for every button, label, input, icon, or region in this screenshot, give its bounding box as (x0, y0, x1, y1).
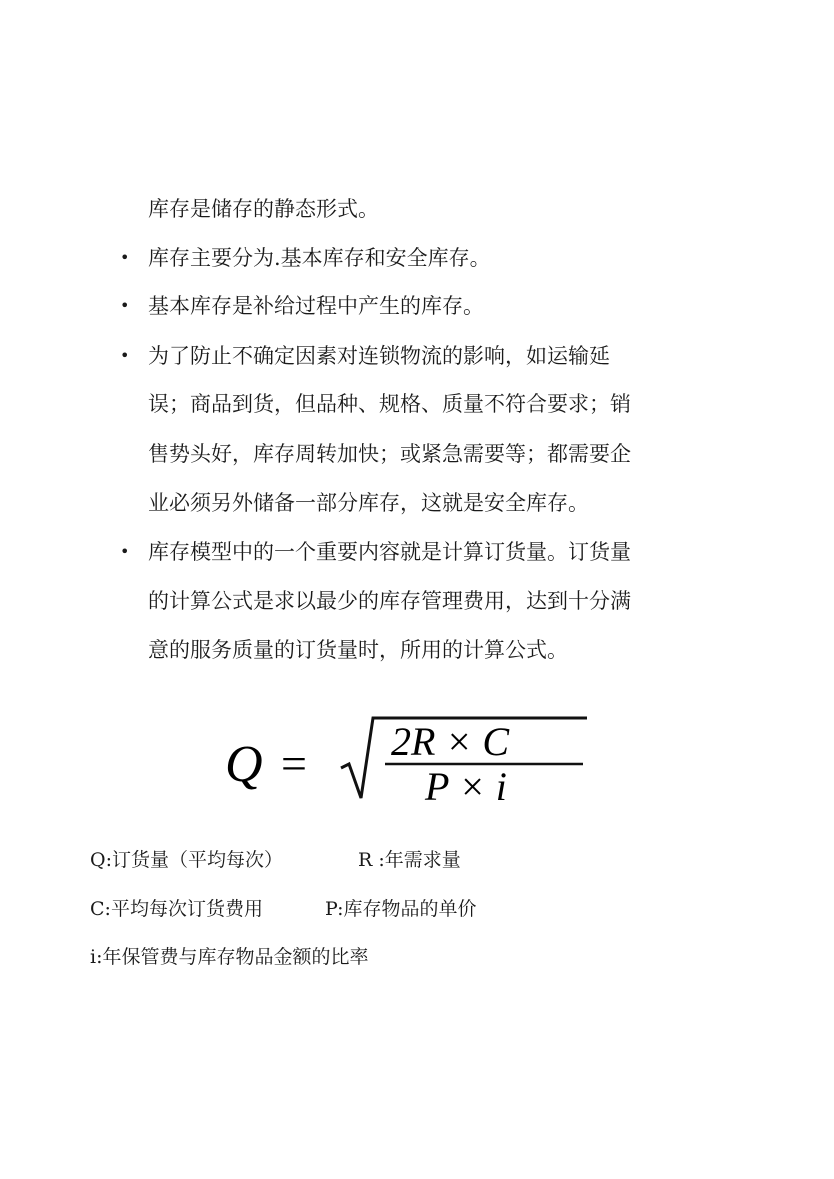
definition-c: C:平均每次订货费用 (90, 898, 263, 920)
bullet-marker: • (120, 248, 130, 267)
bullet-4-line-3: 意的服务质量的订货量时，所用的计算公式。 (148, 638, 568, 662)
bullet-2-line-1: 基本库存是补给过程中产生的库存。 (148, 294, 484, 318)
bullet-marker: • (120, 346, 130, 365)
definition-r: R :年需求量 (358, 849, 461, 871)
bullet-3-line-3: 售势头好，库存周转加快；或紧急需要等；都需要企 (148, 442, 631, 466)
bullet-4-line-1: 库存模型中的一个重要内容就是计算订货量。订货量 (148, 540, 631, 564)
formula-denominator: P × i (425, 764, 507, 808)
formula-numerator: 2R × C (391, 719, 510, 764)
formula-lhs: Q (225, 736, 263, 793)
bullet-3-line-1: 为了防止不确定因素对连锁物流的影响，如运输延 (148, 344, 610, 368)
bullet-marker: • (120, 296, 130, 315)
bullet-marker: • (120, 542, 130, 561)
eoq-formula (225, 708, 595, 808)
definition-p: P:库存物品的单价 (325, 898, 477, 920)
definition-q: Q:订货量（平均每次） (90, 849, 283, 871)
formula-equals: = (281, 738, 307, 789)
definition-i: i:年保管费与库存物品金额的比率 (90, 946, 369, 968)
bullet-3-line-4: 业必须另外储备一部分库存，这就是安全库存。 (148, 491, 589, 515)
bullet-4-line-2: 的计算公式是求以最少的库存管理费用，达到十分满 (148, 589, 631, 613)
intro-text: 库存是储存的静态形式。 (148, 197, 379, 221)
bullet-1-line-1: 库存主要分为.基本库存和安全库存。 (148, 246, 491, 270)
bullet-3-line-2: 误；商品到货，但品种、规格、质量不符合要求；销 (148, 392, 631, 416)
